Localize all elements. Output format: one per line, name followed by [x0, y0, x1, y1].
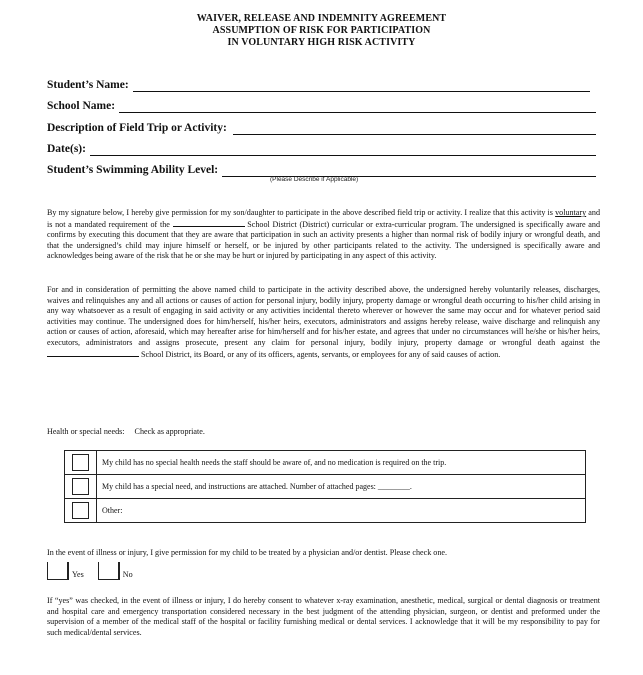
- school-name-label: School Name:: [47, 100, 116, 112]
- other-text: Other:: [97, 499, 586, 523]
- school-name-field[interactable]: [119, 102, 596, 113]
- title-line-3: IN VOLUNTARY HIGH RISK ACTIVITY: [227, 37, 416, 48]
- no-label: No: [122, 570, 133, 579]
- p2-text-b: School District, its Board, or any of its officers, agents, servants, or employees for any of said causes of action.: [139, 349, 501, 359]
- student-name-row: [47, 76, 596, 92]
- p1-text-c: School District (District) curricular or extra-curricular program. The undersigned is specifically aware and confirms by executing this document that they are aware that participation in such an activity presents a higher than normal risk of bodily injury or wrongful death, and that the undersigned’s child may injure himself or herself, or be injured by other participants related to the activity. The undersigned is specifically aware and acknowledges being aware of the risk that he or she may be hurt or injured by participating in any aspect of this activity.: [47, 219, 600, 261]
- no-checkbox[interactable]: [98, 562, 120, 580]
- student-name-label: Student’s Name:: [47, 79, 129, 91]
- swimming-row: [47, 161, 596, 177]
- yes-label: Yes: [72, 570, 84, 579]
- description-field[interactable]: [233, 124, 596, 135]
- health-needs-label: [47, 427, 205, 436]
- release-paragraph: [47, 285, 600, 360]
- title-line-2: ASSUMPTION OF RISK FOR PARTICIPATION: [212, 25, 431, 36]
- yes-checkbox[interactable]: [47, 562, 69, 580]
- yes-no-choice: [47, 562, 147, 580]
- document-title: [0, 13, 643, 49]
- description-row: [47, 119, 596, 135]
- treatment-consent-text: In the event of illness or injury, I give permission for my child to be treated by a physician and/or dentist. Please check one.: [47, 548, 448, 557]
- table-row: [65, 499, 586, 523]
- table-row: [65, 451, 586, 475]
- description-label: Description of Field Trip or Activity:: [47, 122, 227, 134]
- swimming-label: Student’s Swimming Ability Level:: [47, 164, 219, 176]
- student-name-field[interactable]: [133, 81, 590, 92]
- title-line-1: WAIVER, RELEASE AND INDEMNITY AGREEMENT: [196, 13, 447, 24]
- medical-consent-paragraph: If “yes” was checked, in the event of illness or injury, I do hereby consent to whatever x-ray examination, anesthetic, medical, surgical or dental diagnosis or treatment and hospital care and emergency transportation considered necessary in the best judgment of the attending physician, surgeon, or dentist and preformed under the supervision of a member of the medical staff of the hospital or facility furnishing medical or dental services. I acknowledge that it will be my responsibility to pay for such medical/dental services.: [47, 596, 600, 637]
- no-special-needs-checkbox[interactable]: [72, 454, 89, 471]
- dates-label: Date(s):: [47, 143, 86, 155]
- district-blank-2[interactable]: [47, 349, 139, 357]
- special-need-text: My child has a special need, and instructions are attached. Number of attached pages: ________.: [97, 475, 586, 499]
- no-special-needs-text: My child has no special health needs the staff should be aware of, and no medication is required on the trip.: [97, 451, 586, 475]
- health-needs-table: [64, 450, 586, 523]
- health-label-text: Health or special needs:: [47, 427, 125, 436]
- swimming-hint: (Please Describe if Applicable): [270, 176, 359, 183]
- dates-row: [47, 140, 596, 156]
- p1-voluntary: voluntary: [555, 208, 587, 217]
- p1-text-b: and is not a mandated requirement of the: [47, 208, 600, 229]
- district-blank-1[interactable]: [173, 219, 245, 227]
- table-row: [65, 475, 586, 499]
- p1-text-a: By my signature below, I hereby give permission for my son/daughter to participate in the above described field trip or activity. I realize that this activity is: [47, 208, 556, 217]
- health-instruction: Check as appropriate.: [134, 427, 205, 436]
- permission-paragraph: [47, 208, 600, 262]
- school-name-row: [47, 97, 596, 113]
- other-checkbox[interactable]: [72, 502, 89, 519]
- special-need-checkbox[interactable]: [72, 478, 89, 495]
- p2-text-a: For and in consideration of permitting the above named child to participate in the activity described above, the undersigned hereby voluntarily releases, discharges, waives and relinquishes any and all actions or causes of action for personal injury, bodily injury, property damage or wrongful death occurring to his/her child arising in any way whatsoever as a result of engaging in said activity or any activities incidental thereto wherever or however the same may occur and for whatever period said activities may continue. The undersigned does for him/herself, his/her heirs, executors, administrators and assigns hereby release, waive discharge and relinquish any action or causes of action, aforesaid, which may hereafter arise for him/herself and for his/her estate, and agrees that under no circumstances will he/she or his/her heirs, executors, administrators and assigns prosecute, present any claim for personal injury, bodily injury, property damage or wrongful death against the: [47, 285, 600, 347]
- dates-field[interactable]: [90, 145, 596, 156]
